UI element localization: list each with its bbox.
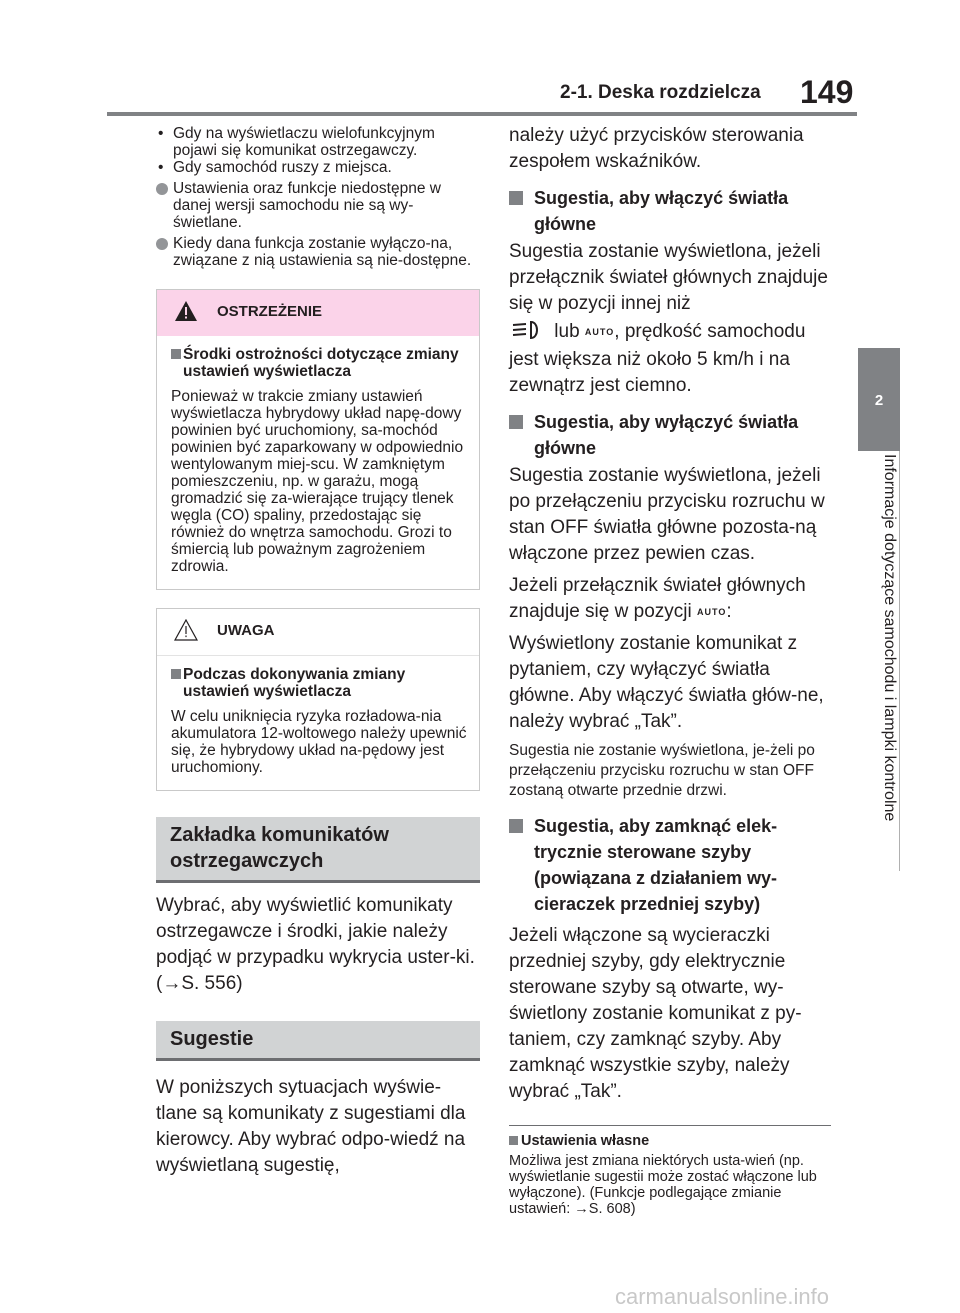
lights-off-message: Wyświetlony zostanie komunikat z pytaniem, czy wyłączyć światła główne. Aby włączyć światła głów-ne, należy wybrać „Tak”. — [509, 633, 824, 732]
colon: : — [726, 601, 732, 622]
left-column — [156, 123, 480, 1179]
conjunction: lub — [554, 321, 580, 342]
subheading-text: Sugestia, aby wyłączyć światła główne — [534, 412, 799, 458]
warning-triangle-icon — [174, 300, 198, 322]
lights-on-text: Sugestia zostanie wyświetlona, jeżeli przełącznik świateł głównych znajduje się w pozycji innej niż — [509, 241, 828, 314]
square-bullet-icon — [509, 191, 523, 205]
square-bullet-icon — [171, 669, 181, 679]
section-title-warnings: Zakładka komunikatów ostrzegawczych — [156, 817, 480, 883]
auto-badge: AUTO — [696, 607, 727, 617]
side-rule — [899, 451, 900, 871]
right-column — [509, 123, 831, 1217]
circle-bullet-icon — [156, 183, 168, 195]
watermark: carmanualsonline.info — [615, 1284, 830, 1309]
subheading-lights-off — [509, 409, 831, 461]
section-body-suggestions: W poniższych sytuacjach wyświe-tlane są komunikaty z sugestiami dla kierowcy. Aby wybrać odpo-wiedź na wyświetlaną sugestię, — [156, 1077, 466, 1176]
subheading-text: Sugestia, aby włączyć światła główne — [534, 188, 789, 234]
list-item-text: Gdy samochód ruszy z miejsca. — [173, 159, 392, 176]
lights-off-auto-text: Jeżeli przełącznik świateł głównych znajduje się w pozycji — [509, 575, 806, 622]
note-text: Ustawienia oraz funkcje niedostępne w danej wersji samochodu nie są wy-świetlane. — [173, 180, 441, 231]
warning-header — [157, 290, 479, 336]
caution-subtitle — [171, 666, 471, 700]
intro-text: należy użyć przycisków sterowania zespołem wskaźników. — [509, 125, 804, 172]
custom-settings-title-text: Ustawienia własne — [521, 1133, 650, 1149]
square-bullet-icon — [509, 819, 523, 833]
warning-subtitle — [171, 346, 471, 380]
caution-triangle-icon — [174, 619, 198, 641]
caution-subtitle-text: Podczas dokonywania zmiany ustawień wyświetlacza — [183, 666, 406, 700]
lights-off-text: Sugestia zostanie wyświetlona, jeżeli po przełączeniu przycisku rozruchu w stan OFF światła główne pozosta-ną włączone przez pewien czas. — [509, 465, 825, 564]
caution-body: W celu uniknięcia ryzyka rozładowa-nia akumulatora 12-woltowego należy upewnić się, że hybrydowy układ na-pędowy jest uruchomiony. — [171, 708, 467, 776]
warning-body: Ponieważ w trakcie zmiany ustawień wyświetlacza hybrydowy układ napę-dowy powinien być uruchomiony, sa-mochód powinien być zaparkowany w odpowiednio wentylowanym miej-scu. W zamkniętym pomieszczeniu, np. w garażu, mogą gromadzić się za-wierające trujący tlenek węgla (CO) spaliny, przedostając się również do wnętrza samochodu. Grozi to śmiercią lub poważnym zagrożeniem zdrowia. — [171, 388, 464, 575]
custom-settings-body: Możliwa jest zmiana niektórych usta-wień (np. wyświetlanie sugestii może zostać włączone lub wyłączone). (Funkcje podlegające zmianie ustawień: →S. 608) — [509, 1153, 817, 1217]
square-bullet-icon — [171, 349, 181, 359]
subheading-text: Sugestia, aby zamknąć elek-trycznie sterowane szyby (powiązana z działaniem wy-cieraczek przedniej szyby) — [534, 816, 778, 914]
lights-off-note: Sugestia nie zostanie wyświetlona, je-żeli po przełączeniu przycisku rozruchu w stan OFF zostaną otwarte przednie drzwi. — [509, 742, 815, 799]
lights-off-auto — [509, 573, 831, 625]
lights-on-condition: jest większa niż około 5 km/h i na zewnątrz jest ciemno. — [509, 349, 790, 396]
warning-box — [156, 289, 480, 590]
auto-badge: AUTO — [584, 327, 615, 337]
square-bullet-icon — [509, 415, 523, 429]
note-item — [156, 235, 480, 269]
chapter-tab-number: 2 — [874, 392, 884, 409]
caution-title: UWAGA — [217, 622, 275, 639]
condition-list — [156, 125, 480, 176]
chapter-title: Informacje dotyczące samochodu i lampki kontrolne — [881, 454, 898, 822]
section-title-suggestions: Sugestie — [156, 1021, 480, 1061]
warning-title: OSTRZEŻENIE — [217, 303, 323, 320]
subheading-windows — [509, 813, 831, 917]
header-rule — [107, 112, 857, 116]
chapter-tab — [858, 348, 900, 451]
warning-subtitle-text: Środki ostrożności dotyczące zmiany ustawień wyświetlacza — [183, 346, 459, 380]
divider — [509, 1125, 831, 1126]
caution-header — [157, 609, 479, 656]
caution-box — [156, 608, 480, 791]
list-item: • Gdy samochód ruszy z miejsca. — [158, 159, 392, 176]
header-title: 2-1. Deska rozdzielcza — [560, 82, 761, 103]
section-body-warnings: Wybrać, aby wyświetlić komunikaty ostrzegawcze i środki, jakie należy podjąć w przypadku wykrycia uster-ki. (→S. 556) — [156, 895, 475, 994]
note-item — [156, 180, 480, 231]
list-item-text: Gdy na wyświetlaczu wielofunkcyjnym pojawi się komunikat ostrzegawczy. — [173, 125, 435, 159]
subheading-lights-on — [509, 185, 831, 237]
lights-on-positions — [509, 319, 831, 345]
page-number: 149 — [800, 74, 854, 110]
lights-on-speed: , prędkość samochodu — [614, 321, 806, 342]
square-bullet-icon — [509, 1136, 518, 1145]
list-item: • Gdy na wyświetlaczu wielofunkcyjnym pojawi się komunikat ostrzegawczy. — [158, 125, 435, 159]
windows-text: Jeżeli włączone są wycieraczki przedniej szyby, gdy elektrycznie sterowane szyby są otwarte, wy-świetlony zostanie komunikat z py-taniem, czy zamknąć szyby. Aby zamknąć wszystkie szyby, należy wybrać „Tak”. — [509, 925, 802, 1102]
headlight-icon — [509, 319, 543, 341]
custom-settings-title — [509, 1133, 831, 1149]
note-text: Kiedy dana funkcja zostanie wyłączo-na, związane z nią ustawienia są nie-dostępne. — [173, 235, 472, 269]
circle-bullet-icon — [156, 238, 168, 250]
